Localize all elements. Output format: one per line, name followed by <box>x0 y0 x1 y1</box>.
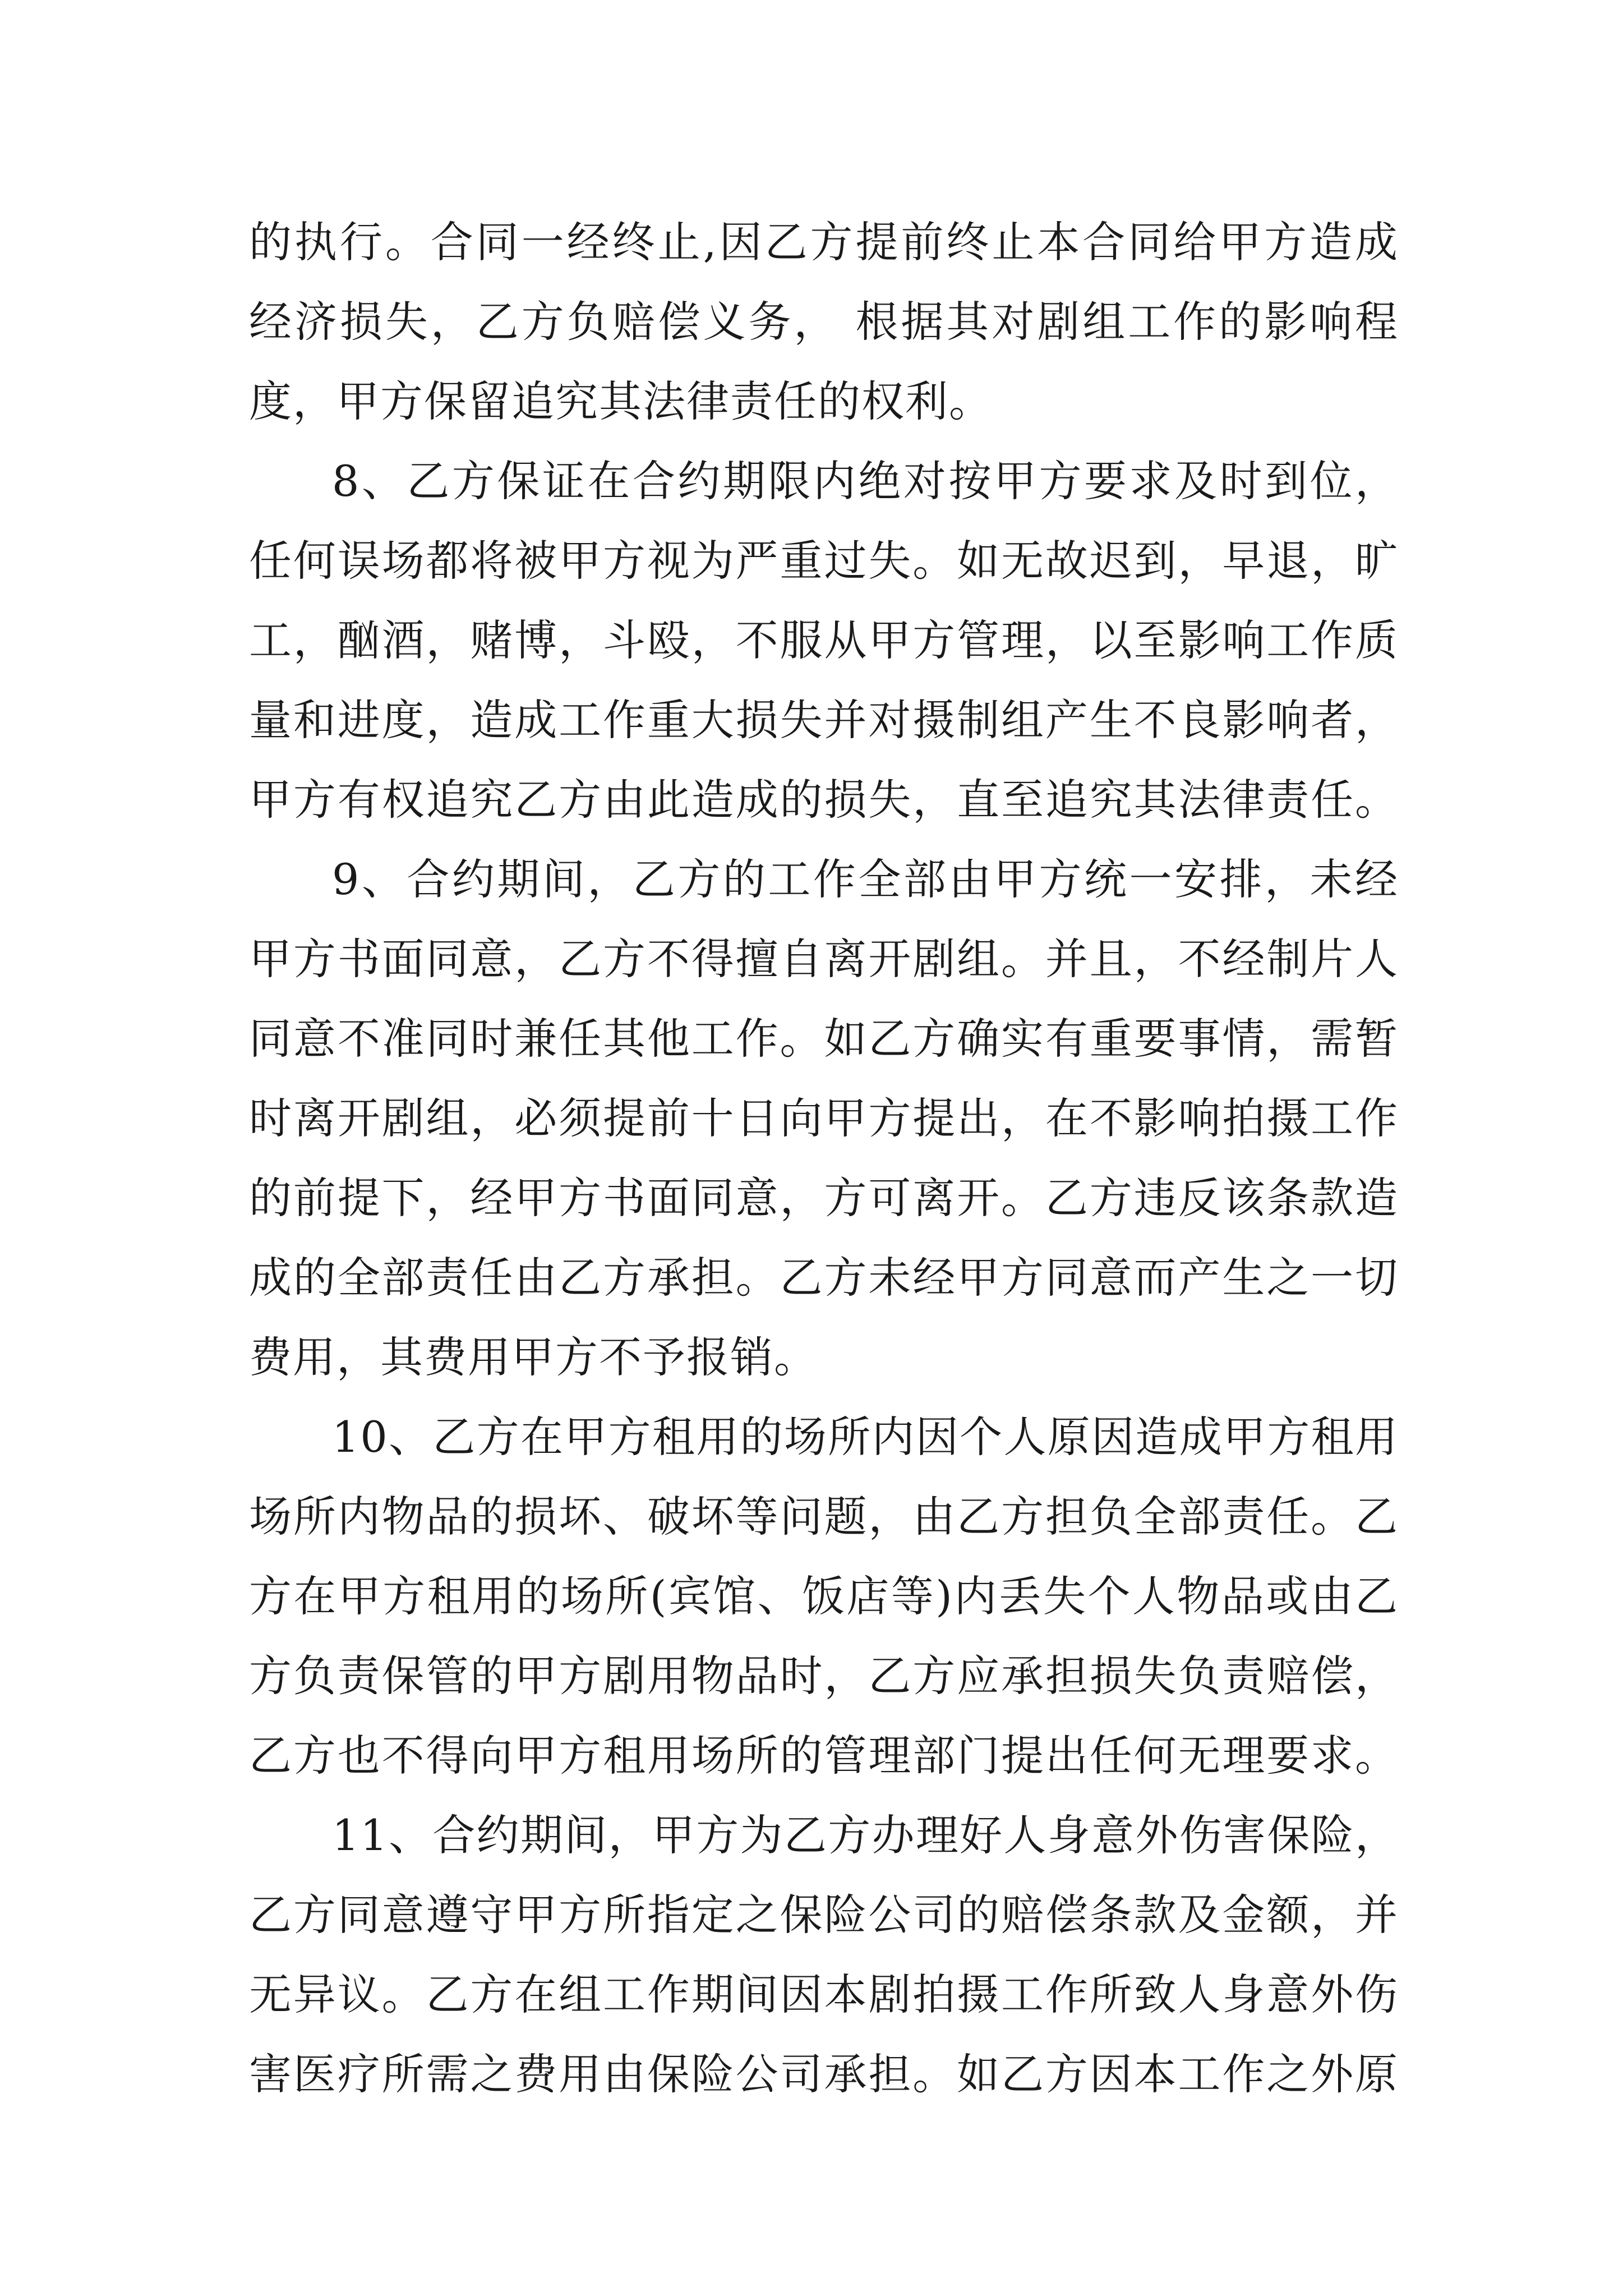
text-line: 同意不准同时兼任其他工作。如乙方确实有重要事情，需暂 <box>249 1014 1399 1064</box>
paragraph-start-line: 8、乙方保证在合约期限内绝对按甲方要求及时到位， <box>332 456 1399 506</box>
paragraph-start-line: 11、合约期间，甲方为乙方办理好人身意外伤害保险， <box>332 1810 1399 1860</box>
text-line: 方负责保管的甲方剧用物品时，乙方应承担损失负责赔偿， <box>249 1651 1399 1701</box>
text-line: 时离开剧组，必须提前十日向甲方提出，在不影响拍摄工作 <box>249 1093 1399 1143</box>
text-line: 无异议。乙方在组工作期间因本剧拍摄工作所致人身意外伤 <box>249 1970 1399 2019</box>
text-line: 费用，其费用甲方不予报销。 <box>249 1332 818 1382</box>
text-line: 度，甲方保留追究其法律责任的权利。 <box>249 376 993 426</box>
text-line: 工，酗酒，赌博，斗殴，不服从甲方管理，以至影响工作质 <box>249 615 1399 665</box>
text-line: 方在甲方租用的场所(宾馆、饭店等)内丢失个人物品或由乙 <box>249 1571 1399 1621</box>
text-line: 的前提下，经甲方书面同意，方可离开。乙方违反该条款造 <box>249 1173 1399 1223</box>
text-line: 成的全部责任由乙方承担。乙方未经甲方同意而产生之一切 <box>249 1253 1399 1303</box>
text-line: 经济损失，乙方负赔偿义务， 根据其对剧组工作的影响程 <box>249 297 1399 347</box>
text-line: 甲方有权追究乙方由此造成的损失，直至追究其法律责任。 <box>249 775 1399 825</box>
text-line: 甲方书面同意，乙方不得擅自离开剧组。并且，不经制片人 <box>249 934 1399 984</box>
paragraph-start-line: 9、合约期间，乙方的工作全部由甲方统一安排，未经 <box>332 854 1399 904</box>
text-line: 量和进度，造成工作重大损失并对摄制组产生不良影响者， <box>249 695 1399 745</box>
paragraph-start-line: 10、乙方在甲方租用的场所内因个人原因造成甲方租用 <box>332 1412 1399 1462</box>
text-line: 害医疗所需之费用由保险公司承担。如乙方因本工作之外原 <box>249 2049 1399 2099</box>
text-line: 场所内物品的损坏、破坏等问题，由乙方担负全部责任。乙 <box>249 1492 1399 1542</box>
text-line: 乙方也不得向甲方租用场所的管理部门提出任何无理要求。 <box>249 1731 1399 1780</box>
text-line: 乙方同意遵守甲方所指定之保险公司的赔偿条款及金额，并 <box>249 1890 1399 1940</box>
text-line: 的执行。合同一经终止,因乙方提前终止本合同给甲方造成 <box>249 217 1399 267</box>
text-line: 任何误场都将被甲方视为严重过失。如无故迟到，早退，旷 <box>249 536 1399 586</box>
